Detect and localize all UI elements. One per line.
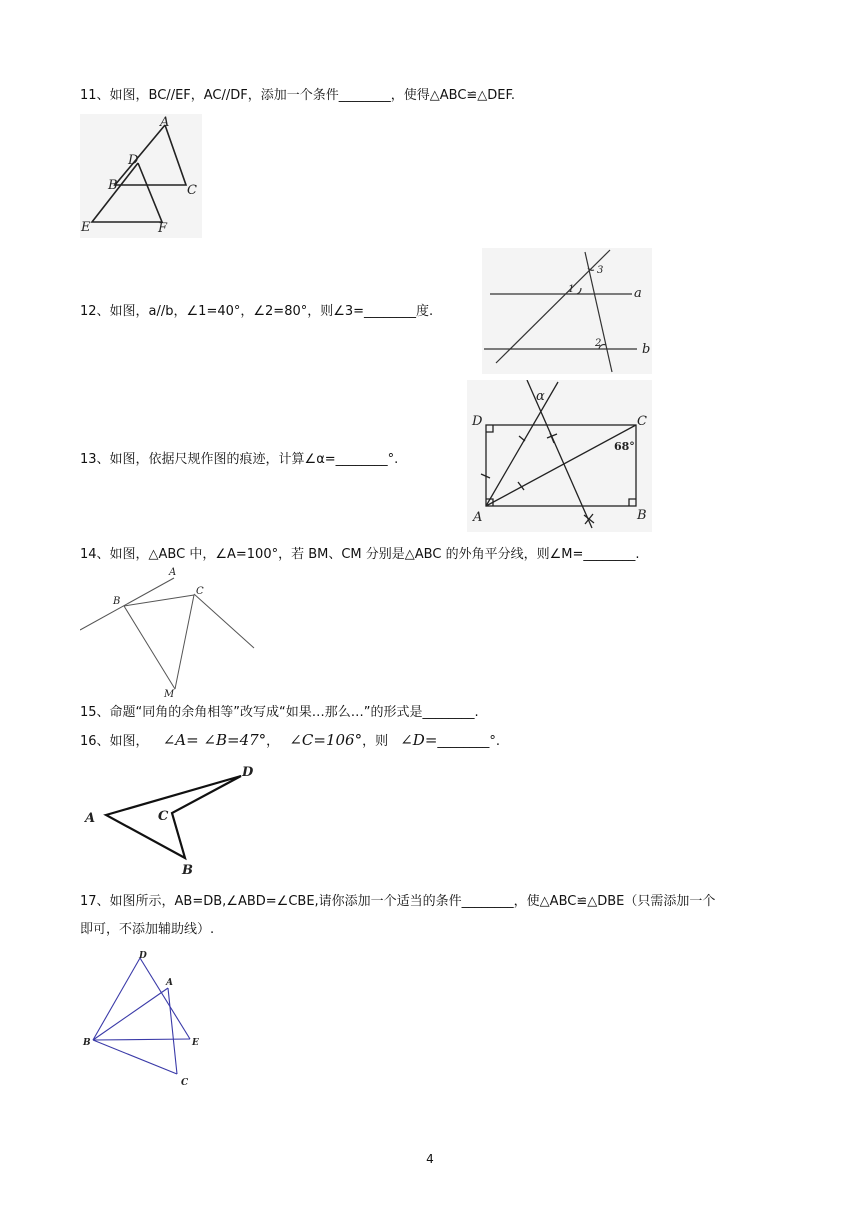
label-B: B [182,863,193,878]
label-D: D [139,951,147,961]
label-C: C [181,1078,189,1088]
label-E: E [192,1038,199,1048]
label-B: B [113,596,121,607]
figure-17 [80,948,220,1092]
label-C: C [158,809,169,824]
figure-13 [467,380,652,532]
label-B: B [108,178,118,193]
label-B: B [637,508,647,523]
label-A: A [166,978,173,988]
label-C: C [637,414,647,429]
label-C: C [196,586,204,597]
figure-14 [80,564,256,698]
label-alpha: α [536,389,545,404]
q16-math-angles-a-b: ∠A= ∠B=47° [162,731,267,749]
label-a: a [634,286,642,301]
label-2: 2 [595,338,602,349]
label-b: b [642,342,651,357]
q16-math-angle-c: ∠C=106° [289,731,363,749]
question-16 [80,730,500,752]
label-D: D [128,153,139,168]
q16-prefix: 16、如图， [80,734,149,749]
label-A: A [169,567,177,578]
q16-then: ，则 [362,734,389,749]
question-11: 11、如图，BC//EF，AC//DF，添加一个条件________，使得△ABC≌△DEF. [80,88,516,103]
label-C: C [187,183,197,198]
label-A: A [160,115,170,130]
label-angle-68: 68° [614,440,635,453]
label-B: B [83,1038,91,1048]
question-17-line-1: 17、如图所示，AB=DB,∠ABD=∠CBE,请你添加一个适当的条件________，使△ABC≌△DBE（只需添加一个 [80,894,716,909]
q16-comma: ， [266,734,280,749]
figure-12 [482,248,652,374]
q16-math-angle-d: ∠D= [400,731,438,749]
label-D: D [242,765,254,780]
label-1: 1 [568,284,575,295]
question-17-line-2: 即可，不添加辅助线）. [80,922,215,937]
figure-16 [82,760,264,880]
label-A: A [85,811,96,826]
question-14: 14、如图，△ABC 中，∠A=100°，若 BM、CM 分别是△ABC 的外角平分线，则∠M=________. [80,547,640,562]
label-M: M [164,689,175,698]
page-number: 4 [426,1152,434,1166]
figure-11 [80,114,202,238]
label-D: D [472,414,483,429]
question-15: 15、命题“同角的余角相等”改写成“如果…那么…”的形式是________. [80,705,479,720]
label-A: A [473,510,483,525]
question-12: 12、如图，a//b，∠1=40°，∠2=80°，则∠3=________度. [80,304,434,319]
q16-blank: ________°. [437,734,501,749]
label-3: 3 [597,265,604,276]
label-F: F [158,221,168,236]
question-13: 13、如图，依据尺规作图的痕迹，计算∠α=________°. [80,452,399,467]
label-E: E [81,220,91,235]
